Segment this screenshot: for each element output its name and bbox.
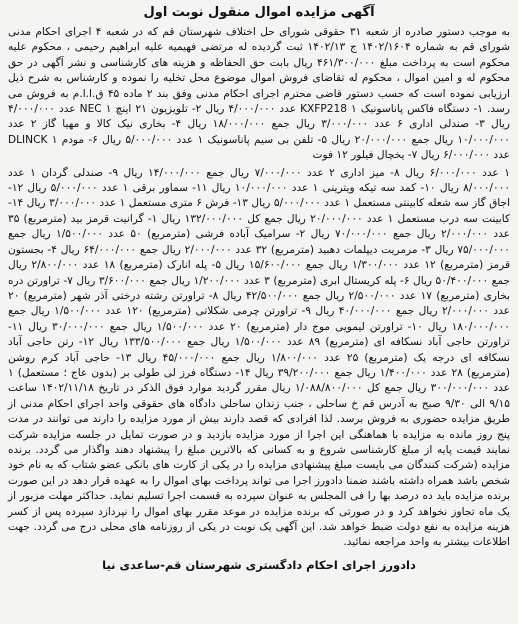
notice-signature: دادورز اجرای احکام دادگستری شهرستان قم-ساعدی نیا: [102, 557, 416, 572]
notice-body-paragraph: ۱ عدد ۶/۰۰۰/۰۰۰ ریال ۸- میز اداری ۲ عدد ۷/۰۰۰/۰۰۰ ریال جمع ۱۴/۰۰۰/۰۰۰ ریال ۹- صندلی گردان ۱ عدد ۸/۰۰۰/۰۰۰ ریال ۱۰- کمد سه تیکه ویترینی ۱ عدد ۱۰/۰۰۰/۰۰۰ ریال ۱۱- سماور برقی ۱ عدد ۵/۰۰۰/۰۰۰ ریال ۱۲- اجاق گاز سه شعله کابینتی مستعمل ۱ عدد ۵/۰۰۰/۰۰۰ ریال ۱۳- فرش ۶ متری مستعمل ۱ عدد ۳/۰۰۰/۰۰۰ ریال ۱۴- کابینت سه درب مستعمل ۱ عدد ۲۰/۰۰۰/۰۰۰ ریال جمع کل ۱۳۲/۰۰۰/۰۰۰ ریال ۱- گرانیت قرمز بید (مترمربع) ۳۵ عدد ۲/۰۰۰/۰۰۰ ریال جمع ۷۰/۰۰۰/۰۰۰ ریال ۲- سرامیک آباده فرشی (مترمربع) ۵۰ عدد ۱/۵۰۰/۰۰۰ ریال جمع ۷۵/۰۰۰/۰۰۰ ریال ۳- مرمریت دیپلمات دهبید (مترمربع) ۳۲ عدد ۲/۰۰۰/۰۰۰ ریال جمع ۶۴/۰۰۰/۰۰۰ ریال ۴- بجستون قرمز (مترمربع) ۱۲ عدد ۱/۳۰۰/۰۰۰ ریال جمع ۱۵/۶۰۰/۰۰۰ ریال ۵- پله انارک (مترمربع) ۱۸ عدد ۲/۸۰۰/۰۰۰ ریال جمع ۵۰/۴۰۰/۰۰۰ ریال ۶- پله کریستال ابری (مترمربع) ۳ عدد ۱/۲۰۰/۰۰۰ ریال جمع ۳/۶۰۰/۰۰۰ ریال ۷- تراورتن دره بخاری (مترمربع) ۱۷ عدد ۲/۵۰۰/۰۰۰ ریال جمع ۴۲/۵۰۰/۰۰۰ ریال ۸- تراورتن رشته درختی آذر شهر (مترمربع) ۲۰ عدد ۲/۰۰۰/۰۰۰ ریال جمع ۴۰/۰۰۰/۰۰۰ ریال ۹- تراورتن چرمی شکلاتی (مترمربع) ۱۲۰ عدد ۱/۵۰۰/۰۰۰ ریال جمع ۱۸۰/۰۰۰/۰۰۰ ریال ۱۰- تراورتن لیمویی موج دار (مترمربع) ۲۰ عدد ۱/۵۰۰/۰۰۰ ریال جمع ۳۰/۰۰۰/۰۰۰ ریال ۱۱- تراورتن حاجی آباد نسکافه ای (مترمربع) ۸۹ عدد ۱/۵۰۰/۰۰۰ ریال جمع ۱۳۳/۵۰۰/۰۰۰ ریال ۱۲- رتن حاجی آباد نسکافه ای درجه یک (مترمربع) ۲۵ عدد ۱/۸۰۰/۰۰۰ ریال جمع ۴۵/۰۰۰/۰۰۰ ریال ۱۳- حاجی آباد کرم روشن (مترمربع) ۲۸ عدد ۱/۴۰۰/۰۰۰ ریال جمع ۳۹/۲۰۰/۰۰۰ ریال ۱۴- دستگاه فرز لی طولی بر (بدون عاج ؛ مستعمل) ۱ عدد ۳۰۰/۰۰۰/۰۰۰ ریال جمع کل ۱/۰۸۸/۸۰۰/۰۰۰ ریال مقرر گردید موارد فوق الذکر در تاریخ ۱۴۰۲/۱۱/۱۸ ساعت ۹/۱۵ الی ۹/۳۰ صبح به آدرس قم خ ساحلی ، جنب زندان ساحلی دادگاه های حقوقی واحد اجرای احکام مدنی از طریق مزایده حضوری به فروش برسد. لذا افرادی که قصد دارند بیش از مورد مزایده را دارند می توانند در مدت پنج روز مانده به مزایده با هماهنگی این اجرا از مورد مزایده بازدید و در صورت تمایل در جلسه مزایده شرکت نمایند قیمت پایه از مبلغ کارشناسی شروع و به کسانی که بالاترین مبلغ را پیشنهاد دهند واگذار می گردد. برنده مزایده (شرکت کنندگان می بایست مبلغ پیشنهادی مزایده را در یکی از کارت های بانکی عضو شتاب که به نام خود شخص باشد همراه داشته باشند ضمنا دادورز اجرا می تواند پرداخت بهای اموال را به عهده قرار دهد در این صورت برنده مزایده باید ده درصد بها را فی المجلس به عنوان سپرده به قسمت اجرا تسلیم نماید. حداکثر مهلت مزبور از یک ماه تجاوز نخواهد کرد و در صورتی که برنده مزایده در موعد مقرر بهای اموال را نپردازد سپرده پس از کسر هزینه مزایده به نفع دولت ضبط خواهد شد. این آگهی یک نوبت در یکی از روزنامه های محلی درج می گردد. جهت اطلاعات بیشتر به واحد مراجعه نمائید.: [8, 166, 511, 549]
notice-intro-paragraph: به موجب دستور صادره از شعبه ۳۱ حقوقی شورای حل اختلاف شهرستان قم که در شعبه ۴ اجرای احکام مدنی شورای قم به شماره ۱۴۰۲/۱۶۰۴ ج ۱۴۰۲/۱۳ ثبت گردیده له مرتضی فهیمیه علیه ابراهیم رحیمی ، محکوم علیه محکوم است به پرداخت مبلغ ۴۶۱/۳۰۰/۰۰۰ ریال بابت حق الحفاظه و هزینه های کارشناسی و نشر آگهی در حق محکوم له و امین اموال ، محکوم له تقاضای فروش اموال موضوع محل تخلیه را نموده و کارشناس به شرح ذیل ارزیابی نموده است که حسب دستور قاضی محترم اجرای احکام مدنی وفق بند ۲ ماده ۴۵ ق.ا.ا.م به فروش می رسد. ۱- دستگاه فاکس پاناسونیک KXFP218 ۱ عدد ۴/۰۰۰/۰۰۰ ریال ۲- تلویزیون ۲۱ اینچ NEC ۱ عدد ۴/۰۰۰/۰۰۰ ریال ۳- صندلی اداری ۶ عدد ۳/۰۰۰/۰۰۰ ریال جمع ۱۸/۰۰۰/۰۰۰ ریال ۴- بخاری نیک کالا و مهیا گاز ۲ عدد ۱۰/۰۰۰/۰۰۰ ریال جمع ۲۰/۰۰۰/۰۰۰ ریال ۵- تلفن بی سیم پاناسونیک ۱ عدد ۵/۰۰۰/۰۰۰ ریال ۶- مودم DLINCK ۱ عدد ۶/۰۰۰/۰۰۰ ریال ۷- یخچال فیلور ۱۲ فوت: [8, 26, 510, 162]
notice-title: آگهی مزایده اموال منقول نوبت اول: [143, 5, 375, 20]
